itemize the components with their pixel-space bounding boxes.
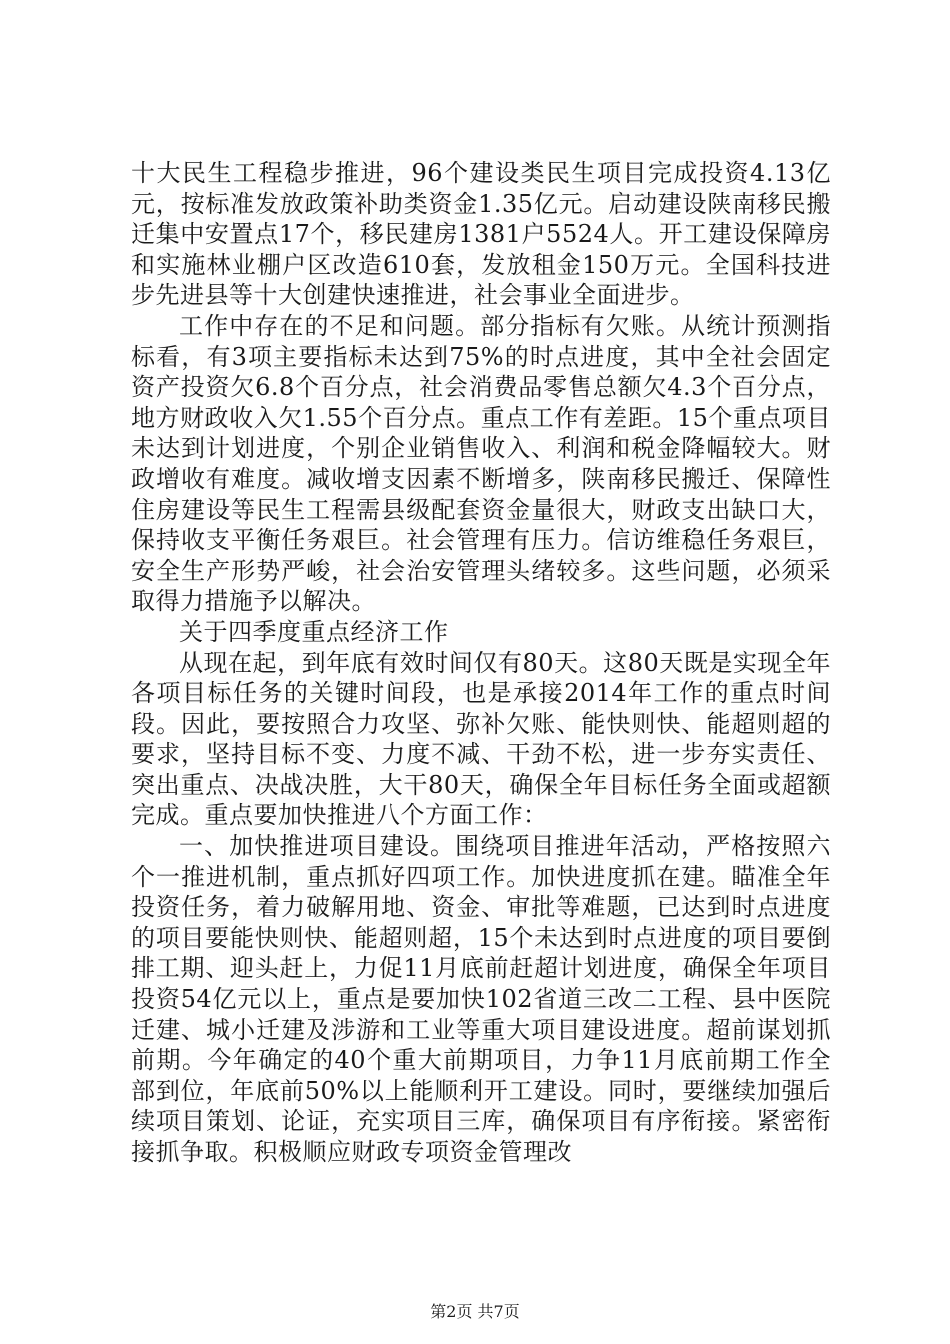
section-heading-q4-work: 关于四季度重点经济工作 — [179, 617, 449, 646]
paragraph-problems: 工作中存在的不足和问题。部分指标有欠账。从统计预测指标看，有3项主要指标未达到75%的时点进度，其中全社会固定资产投资欠6.8个百分点，社会消费品零售总额欠4.3个百分点，地方财政收入欠1.55个百分点。重点工作有差距。15个重点项目未达到计划进度，个别企业销售收入、利润和税金降幅较大。财政增收有难度。减收增支因素不断增多，陕南移民搬迁、保障性住房建设等民生工程需县级配套资金量很大，财政支出缺口大，保持收支平衡任务艰巨。社会管理有压力。信访维稳任务艰巨，安全生产形势严峻，社会治安管理头绪较多。这些问题，必须采取得力措施予以解决。 — [131, 311, 831, 616]
document-body — [131, 158, 831, 1168]
page-footer: 第2页 共7页 — [430, 1302, 520, 1321]
paragraph-project-construction: 一、加快推进项目建设。围绕项目推进年活动，严格按照六个一推进机制，重点抓好四项工作。加快进度抓在建。瞄准全年投资任务，着力破解用地、资金、审批等难题，已达到时点进度的项目要能快则快、能超则超，15个未达到时点进度的项目要倒排工期、迎头赶上，力促11月底前赶超计划进度，确保全年项目投资54亿元以上，重点是要加快102省道三改二工程、县中医院迁建、城小迁建及涉游和工业等重大项目建设进度。超前谋划抓前期。今年确定的40个重大前期项目，力争11月底前期工作全部到位，年底前50%以上能顺利开工建设。同时，要继续加强后续项目策划、论证，充实项目三库，确保项目有序衔接。紧密衔接抓争取。积极顺应财政专项资金管理改 — [131, 832, 831, 1166]
paragraph-remaining-80-days: 从现在起，到年底有效时间仅有80天。这80天既是实现全年各项目标任务的关键时间段，也是承接2014年工作的重点时间段。因此，要按照合力攻坚、弥补欠账、能快则快、能超则超的要求，坚持目标不变、力度不减、干劲不松，进一步夯实责任、突出重点、决战决胜，大干80天，确保全年目标任务全面或超额完成。重点要加快推进八个方面工作： — [131, 648, 831, 830]
paragraph-livelihood-projects: 十大民生工程稳步推进，96个建设类民生项目完成投资4.13亿元，按标准发放政策补助类资金1.35亿元。启动建设陕南移民搬迁集中安置点17个，移民建房1381户5524人。开工建设保障房和实施林业棚户区改造610套，发放租金150万元。全国科技进步先进县等十大创建快速推进，社会事业全面进步。 — [131, 159, 831, 310]
